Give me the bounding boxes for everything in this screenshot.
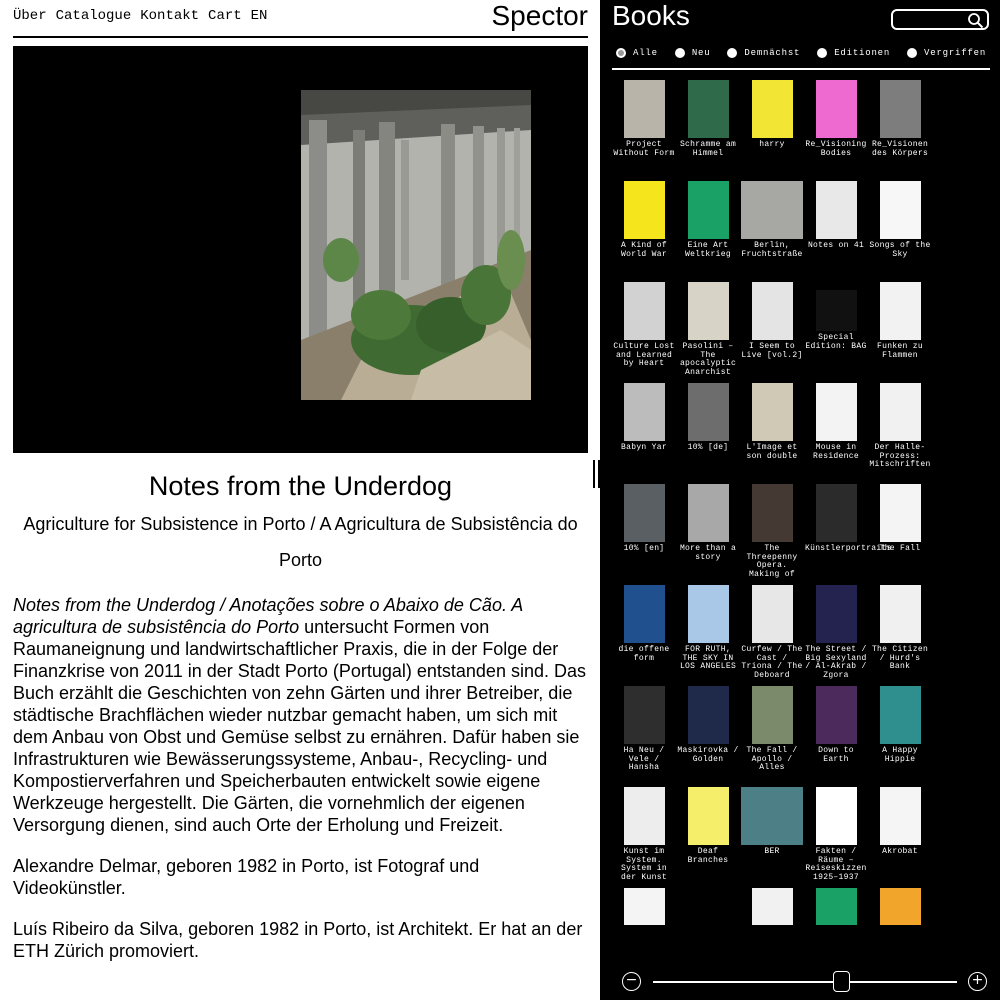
book-caption[interactable]: A Kind of World War	[621, 241, 667, 259]
book-caption[interactable]: The Street / Big Sexyland / Al-Akrab / Zgora	[805, 645, 867, 680]
filter-editionen[interactable]	[817, 48, 890, 58]
description-book-title: Notes from the Underdog / Anotações sobre o Abaixo de Cão. A agricultura de subsistência do Porto	[13, 595, 523, 637]
book-caption[interactable]: A Happy Hippie	[882, 746, 918, 764]
book-item[interactable]	[740, 280, 804, 381]
book-cover[interactable]	[880, 484, 921, 542]
book-item[interactable]	[868, 280, 932, 381]
book-caption[interactable]: die offene form	[618, 645, 670, 663]
filter-label: Vergriffen	[924, 48, 987, 58]
top-navigation	[13, 0, 588, 38]
book-caption[interactable]: Pasolini – The apocalyptic Anarchist	[679, 342, 737, 377]
book-cover[interactable]	[752, 585, 793, 643]
book-caption[interactable]: The Threepenny Opera. Making of	[746, 544, 798, 579]
book-cover[interactable]	[816, 290, 857, 331]
zoom-slider[interactable]	[622, 968, 990, 996]
book-cover[interactable]	[880, 686, 921, 744]
nav-link-catalogue[interactable]: Catalogue	[55, 8, 132, 24]
book-cover[interactable]	[688, 787, 729, 845]
filter-radio[interactable]	[727, 48, 737, 58]
book-row	[612, 886, 992, 925]
nav-link-language[interactable]: EN	[250, 8, 268, 24]
book-item[interactable]	[740, 78, 804, 179]
book-item[interactable]	[676, 78, 740, 179]
book-item[interactable]	[740, 886, 804, 925]
book-caption[interactable]: Re_Visioning Bodies	[805, 140, 867, 158]
author-bio-silva: Luís Ribeiro da Silva, geboren 1982 in Porto, ist Architekt. Er hat an der ETH Zürich promoviert.	[13, 919, 583, 961]
book-caption[interactable]: Curfew / The Cast / Triona / The Deboard	[741, 645, 803, 680]
book-caption[interactable]: Songs of the Sky	[869, 241, 931, 259]
book-item[interactable]	[804, 381, 868, 482]
books-catalogue-pane	[600, 0, 1000, 1000]
book-item[interactable]	[804, 280, 868, 381]
book-caption[interactable]: Berlin, Fruchtstraße	[741, 241, 803, 259]
book-cover[interactable]	[688, 383, 729, 441]
book-item[interactable]	[868, 381, 932, 482]
book-item[interactable]	[804, 886, 868, 925]
book-item[interactable]	[676, 381, 740, 482]
book-caption[interactable]: More than a story	[679, 544, 737, 562]
book-item[interactable]	[676, 785, 740, 886]
book-cover[interactable]	[741, 181, 803, 239]
description-text: untersucht Formen von Raumaneignung und landwirtschaftlicher Praxis, die in der Folge der Finanzkrise von 2011 in der Stadt Porto (Portugal) entstanden sind. Das Buch erzählt die Geschichten von zehn Gärten und ihrer Betreiber, die städtische Brachflächen wieder nutzbar gemacht haben, um sich mit dem Anbau von Obst und Gemüse selbst zu ernähren. Dafür haben sie Infrastrukturen wie Bewässerungssysteme, Anbau-, Recycling- und Kompostierverfahren und Speicherbauten entwickelt sowie eigene Werkzeuge hergestellt. Die Gärten, die vornehmlich der eigenen Versorgung dienen, sind auch Orte der Erholung und Freizeit.	[13, 617, 586, 835]
book-row	[612, 179, 992, 280]
book-item[interactable]	[804, 482, 892, 583]
book-caption[interactable]: Funken zu Flammen	[877, 342, 923, 360]
book-caption[interactable]: Down to Earth	[818, 746, 854, 764]
filter-label: Editionen	[834, 48, 891, 58]
book-row	[612, 482, 992, 583]
book-cover[interactable]	[688, 585, 729, 643]
book-cover[interactable]	[816, 585, 857, 643]
book-caption[interactable]: Babyn Yar	[621, 443, 667, 452]
book-cover[interactable]	[816, 181, 857, 239]
pane-resize-handle[interactable]	[591, 460, 607, 488]
book-item[interactable]	[676, 179, 740, 280]
book-cover[interactable]	[752, 686, 793, 744]
book-cover[interactable]	[752, 484, 793, 542]
filter-radio[interactable]	[675, 48, 685, 58]
book-cover[interactable]	[880, 585, 921, 643]
book-cover[interactable]	[816, 484, 857, 542]
book-cover[interactable]	[816, 383, 857, 441]
book-caption[interactable]: Deaf Branches	[687, 847, 729, 865]
book-item[interactable]	[676, 280, 740, 381]
book-item[interactable]	[676, 583, 740, 684]
brand-logo[interactable]: Spector	[491, 0, 588, 31]
book-item[interactable]	[740, 785, 804, 886]
books-heading: Books	[612, 0, 690, 31]
book-caption[interactable]: Notes on 41	[807, 241, 865, 250]
book-row	[612, 684, 992, 785]
book-item[interactable]	[676, 482, 740, 583]
author-bio-delmar: Alexandre Delmar, geboren 1982 in Porto, ist Fotograf und Videokünstler.	[13, 856, 480, 898]
book-caption[interactable]: Eine Art Weltkrieg	[685, 241, 731, 259]
book-cover[interactable]	[741, 787, 803, 845]
book-cover[interactable]	[688, 888, 729, 925]
book-cover[interactable]	[816, 787, 857, 845]
book-caption[interactable]: Project Without Form	[613, 140, 675, 158]
book-caption[interactable]: Ha Neu / Vele / Hansha	[623, 746, 665, 772]
book-item[interactable]	[676, 684, 740, 785]
book-cover[interactable]	[880, 888, 921, 925]
book-cover[interactable]	[688, 80, 729, 138]
book-caption[interactable]: BER	[764, 847, 780, 856]
nav-link-cart[interactable]: Cart	[208, 8, 242, 24]
filter-label: Neu	[691, 48, 711, 58]
filter-radio[interactable]	[817, 48, 827, 58]
filter-demnächst[interactable]	[727, 48, 800, 58]
book-caption[interactable]: The Fall / Apollo / Alles	[746, 746, 798, 772]
book-item[interactable]	[804, 785, 868, 886]
filter-vergriffen[interactable]	[907, 48, 986, 58]
book-cover[interactable]	[752, 383, 793, 441]
book-item[interactable]	[612, 482, 676, 583]
search-input[interactable]	[891, 9, 989, 30]
zoom-track[interactable]	[653, 981, 957, 983]
book-caption[interactable]: Re_Visionen des Körpers	[871, 140, 929, 158]
book-caption[interactable]: Fakten / Räume – Reiseskizzen 1925–1937	[805, 847, 867, 882]
zoom-out-button[interactable]: −	[622, 972, 641, 991]
book-cover[interactable]	[624, 484, 665, 542]
book-cover[interactable]	[688, 282, 729, 340]
filter-bar	[612, 38, 990, 70]
book-item[interactable]	[612, 684, 676, 785]
book-row	[612, 583, 992, 684]
filter-label: Demnächst	[744, 48, 801, 58]
book-item[interactable]	[868, 684, 932, 785]
book-cover[interactable]	[624, 686, 665, 744]
book-cover[interactable]	[880, 787, 921, 845]
book-item[interactable]	[804, 583, 868, 684]
book-row	[612, 785, 992, 886]
book-cover[interactable]	[624, 282, 665, 340]
book-cover[interactable]	[752, 80, 793, 138]
book-item[interactable]	[868, 482, 932, 583]
book-caption[interactable]: Der Halle-Prozess: Mitschriften	[869, 443, 931, 469]
nav-link-kontakt[interactable]: Kontakt	[140, 8, 200, 24]
book-caption[interactable]: The Citizen / Hurd's Bank	[871, 645, 929, 671]
book-cover[interactable]	[752, 282, 793, 340]
book-cover[interactable]	[816, 888, 857, 925]
book-caption[interactable]: The Fall	[879, 544, 921, 553]
book-cover[interactable]	[624, 888, 665, 925]
book-cover[interactable]	[880, 181, 921, 239]
book-subtitle: Agriculture for Subsistence in Porto / A Agricultura de Subsistência do Porto	[23, 514, 578, 570]
book-cover[interactable]	[624, 585, 665, 643]
book-title: Notes from the Underdog	[148, 471, 453, 501]
book-item[interactable]	[740, 179, 804, 280]
book-cover[interactable]	[688, 686, 729, 744]
book-cover-photo	[301, 90, 531, 400]
book-item[interactable]	[612, 886, 676, 925]
nav-link-ueber[interactable]: Über	[13, 8, 47, 24]
book-cover[interactable]	[624, 181, 665, 239]
filter-radio[interactable]	[907, 48, 917, 58]
book-item[interactable]	[740, 684, 804, 785]
book-caption[interactable]: Maskirovka / Golden	[677, 746, 739, 764]
book-item[interactable]	[868, 179, 932, 280]
book-item[interactable]	[612, 179, 676, 280]
description-paragraph	[13, 594, 588, 836]
book-caption[interactable]: I Seem to Live [vol.2]	[741, 342, 803, 360]
book-item[interactable]	[740, 583, 804, 684]
book-item[interactable]	[868, 78, 932, 179]
book-cover[interactable]	[624, 80, 665, 138]
book-caption[interactable]: L'Image et son double	[746, 443, 798, 461]
book-cover[interactable]	[880, 282, 921, 340]
book-item[interactable]	[612, 381, 676, 482]
book-item[interactable]	[740, 482, 804, 583]
book-caption[interactable]: Kunst im System. System in der Kunst	[621, 847, 667, 882]
book-item[interactable]	[612, 280, 676, 381]
filter-neu[interactable]	[675, 48, 711, 58]
filter-radio[interactable]	[616, 48, 626, 58]
book-caption[interactable]: Mouse in Residence	[813, 443, 859, 461]
book-grid	[612, 78, 992, 925]
book-cover[interactable]	[688, 181, 729, 239]
book-item[interactable]	[804, 78, 868, 179]
book-caption[interactable]: Künstlerportraits	[805, 544, 892, 553]
book-item[interactable]	[804, 684, 868, 785]
book-row	[612, 381, 992, 482]
book-caption[interactable]: Akrobat	[882, 847, 918, 856]
book-item[interactable]	[868, 886, 932, 925]
book-caption[interactable]: FOR RUTH, THE SKY IN LOS ANGELES	[679, 645, 737, 671]
book-cover[interactable]	[880, 383, 921, 441]
book-cover[interactable]	[752, 888, 793, 925]
search-icon[interactable]	[967, 12, 984, 29]
book-item[interactable]	[804, 179, 868, 280]
book-caption[interactable]: Culture Lost and Learned by Heart	[613, 342, 675, 368]
filter-alle[interactable]	[616, 48, 658, 58]
book-item[interactable]	[868, 583, 932, 684]
book-caption[interactable]: Schramme am Himmel	[679, 140, 737, 158]
book-caption[interactable]: harry	[759, 140, 785, 149]
book-cover[interactable]	[880, 80, 921, 138]
book-cover[interactable]	[816, 80, 857, 138]
book-description	[13, 594, 588, 981]
book-item[interactable]	[676, 886, 740, 925]
book-row	[612, 280, 992, 381]
book-row	[612, 78, 992, 179]
book-hero-image	[13, 46, 588, 453]
book-cover[interactable]	[816, 686, 857, 744]
book-caption[interactable]: Special Edition: BAG	[805, 333, 867, 351]
book-cover[interactable]	[624, 383, 665, 441]
book-item[interactable]	[612, 785, 676, 886]
book-caption[interactable]: 10% [de]	[687, 443, 729, 452]
book-caption[interactable]: 10% [en]	[623, 544, 665, 553]
book-item[interactable]	[612, 78, 676, 179]
book-item[interactable]	[740, 381, 804, 482]
filter-label: Alle	[633, 48, 658, 58]
zoom-in-button[interactable]: +	[968, 972, 987, 991]
book-cover[interactable]	[624, 787, 665, 845]
book-cover[interactable]	[688, 484, 729, 542]
zoom-thumb[interactable]	[833, 971, 850, 992]
book-item[interactable]	[612, 583, 676, 684]
nav-links	[13, 8, 267, 24]
book-item[interactable]	[868, 785, 932, 886]
